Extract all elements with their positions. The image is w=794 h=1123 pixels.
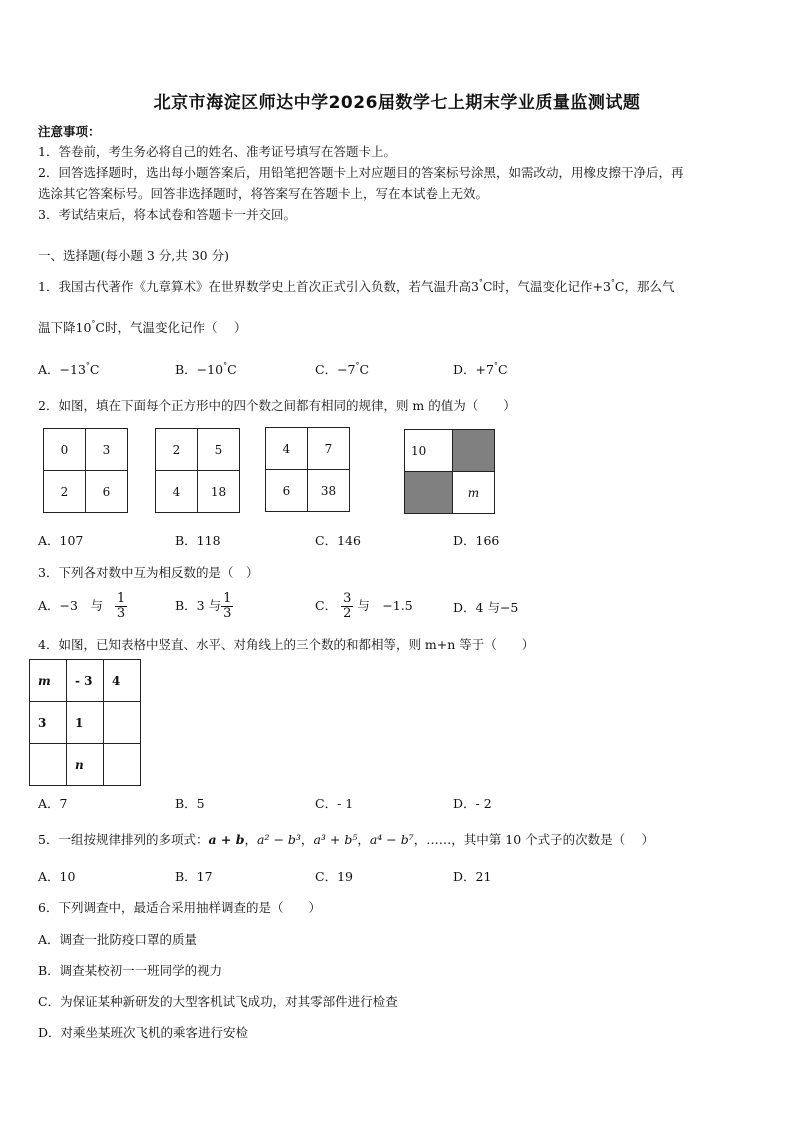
table-cell	[30, 744, 67, 786]
q4-option-a[interactable]: A．7	[38, 796, 68, 811]
q6-option-a[interactable]: A．调查一批防疫口罩的质量	[38, 932, 198, 947]
q4-option-d[interactable]: D．- 2	[453, 796, 492, 811]
square-cell: 2	[44, 471, 86, 513]
magic-square-table	[29, 659, 141, 786]
q6-option-c[interactable]: C．为保证某种新研发的大型客机试飞成功，对其零部件进行检查	[38, 994, 398, 1009]
square-cell: 2	[156, 429, 198, 471]
square-cell: 4	[266, 428, 308, 470]
notice-item: 1．答卷前，考生务必将自己的姓名、准考证号填写在答题卡上。	[38, 144, 396, 159]
square-cell: 7	[308, 428, 350, 470]
table-cell: 1	[67, 702, 104, 744]
q6-option-d[interactable]: D．对乘坐某班次飞机的乘客进行安检	[38, 1025, 249, 1040]
square-cell: 0	[44, 429, 86, 471]
square-cell-m: m	[453, 472, 495, 514]
section-heading: 一、选择题(每小题 3 分,共 30 分)	[38, 248, 229, 263]
q3-option-c[interactable]: C． $\frac{3}{2}$ 与 −1.5	[315, 591, 413, 621]
q2-option-c[interactable]: C．146	[315, 533, 361, 548]
table-cell	[104, 744, 141, 786]
q4-option-b[interactable]: B．5	[175, 796, 205, 811]
q3-option-b[interactable]: B．3 与 $\frac{1}{3}$	[175, 591, 232, 621]
square-cell: 18	[198, 471, 240, 513]
question-2-text: 2．如图，填在下面每个正方形中的四个数之间都有相同的规律，则 m 的值为（ ）	[38, 398, 516, 413]
square-cell: 38	[308, 470, 350, 512]
square-cell: 3	[86, 429, 128, 471]
q5-option-b[interactable]: B．17	[175, 869, 213, 884]
q5-option-d[interactable]: D．21	[453, 869, 492, 884]
q1-option-a[interactable]: A．−13°C	[38, 361, 100, 377]
notice-heading: 注意事项：	[38, 124, 101, 139]
q2-option-d[interactable]: D．166	[453, 533, 500, 548]
question-1-line-2: 温下降10°C时，气温变化记作（ ）	[38, 319, 247, 335]
notice-item: 3．考试结束后，将本试卷和答题卡一并交回。	[38, 207, 296, 222]
table-cell	[104, 702, 141, 744]
square-cell: 10	[405, 430, 453, 472]
table-cell: - 3	[67, 660, 104, 702]
square-cell: 6	[86, 471, 128, 513]
q5-option-c[interactable]: C．19	[315, 869, 353, 884]
q5-option-a[interactable]: A．10	[38, 869, 76, 884]
notice-item: 2．回答选择题时，选出每小题答案后，用铅笔把答题卡上对应题目的答案标号涂黑，如需改动，用橡皮擦干净后，再	[38, 165, 684, 180]
shaded-cell	[453, 430, 495, 472]
question-3-text: 3．下列各对数中互为相反数的是（ ）	[38, 565, 259, 580]
table-cell-m: m	[30, 660, 67, 702]
square-cell: 5	[198, 429, 240, 471]
q4-option-c[interactable]: C．- 1	[315, 796, 354, 811]
square-cell: 6	[266, 470, 308, 512]
page-title: 北京市海淀区师达中学2026届数学七上期末学业质量监测试题	[153, 93, 641, 113]
square-cell: 4	[156, 471, 198, 513]
q2-option-a[interactable]: A．107	[38, 533, 84, 548]
table-cell-n: n	[67, 744, 104, 786]
q1-option-c[interactable]: C．−7°C	[315, 361, 370, 377]
square-2	[155, 428, 240, 513]
q2-option-b[interactable]: B．118	[175, 533, 221, 548]
square-4	[404, 429, 495, 514]
q6-option-b[interactable]: B．调查某校初一一班同学的视力	[38, 963, 223, 978]
q1-option-b[interactable]: B．−10°C	[175, 361, 237, 377]
square-1	[43, 428, 128, 513]
question-6-text: 6．下列调查中，最适合采用抽样调查的是（ ）	[38, 900, 321, 915]
question-4-text: 4．如图，已知表格中竖直、水平、对角线上的三个数的和都相等，则 m+n 等于（ ）	[38, 637, 535, 652]
q3-option-d[interactable]: D．4 与−5	[453, 600, 519, 615]
q1-option-d[interactable]: D．+7°C	[453, 361, 508, 377]
question-1-line-1: 1．我国古代著作《九章算术》在世界数学史上首次正式引入负数，若气温升高3°C时，气温变化记作+3°C，那么气	[38, 278, 675, 294]
table-cell: 4	[104, 660, 141, 702]
table-cell: 3	[30, 702, 67, 744]
question-5-text: 5．一组按规律排列的多项式：a + b，a² − b³，a³ + b⁵，a⁴ − b⁷，……，其中第 10 个式子的次数是（ ）	[38, 832, 655, 847]
q3-option-a[interactable]: A．−3 与 $\frac{1}{3}$	[38, 591, 126, 621]
shaded-cell	[405, 472, 453, 514]
notice-item: 选涂其它答案标号。回答非选择题时，将答案写在答题卡上，写在本试卷上无效。	[38, 186, 489, 201]
square-3	[265, 427, 350, 512]
